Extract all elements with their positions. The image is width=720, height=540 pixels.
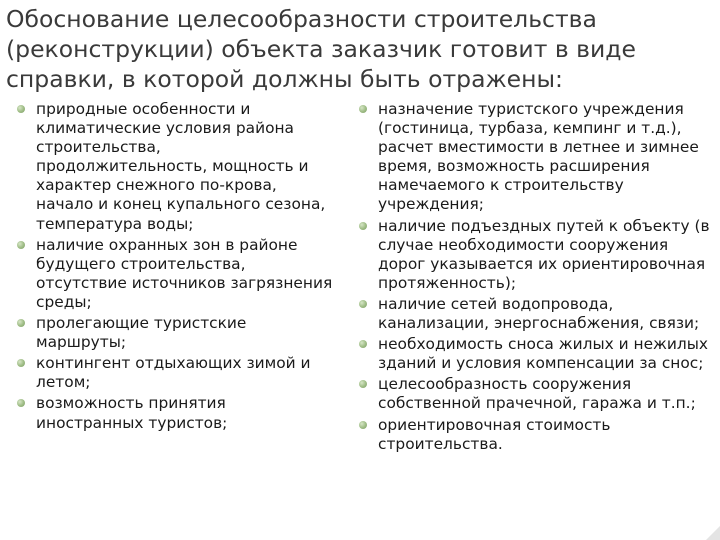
list-item xyxy=(358,100,716,215)
list-item xyxy=(358,416,716,454)
list-item-text: ориентировочная стоимость строительства. xyxy=(378,415,611,453)
circle-bullet-icon xyxy=(359,340,367,348)
list-item xyxy=(358,217,716,293)
list-item-text: целесообразность сооружения собственной прачечной, гаража и т.п.; xyxy=(378,375,696,413)
list-item xyxy=(16,314,336,352)
list-item xyxy=(358,295,716,333)
circle-bullet-icon xyxy=(17,399,25,407)
list-item-text: возможность принятия иностранных туристов; xyxy=(36,394,228,432)
left-bullet-list xyxy=(16,100,336,435)
list-item xyxy=(16,354,336,392)
list-item-text: назначение туристского учреждения (гостиница, турбаза, кемпинг и т.д.), расчет вместимости в летнее и зимнее время, возможность расширения намечаемого к строительству учреждения; xyxy=(378,100,699,214)
list-item-text: наличие охранных зон в районе будущего строительства, отсутствие источников загрязнения среды; xyxy=(36,235,333,311)
list-item-text: необходимость сноса жилых и нежилых зданий и условия компенсации за снос; xyxy=(378,335,708,373)
slide-title: Обоснование целесообразности строительства (реконструкции) объекта заказчик готовит в виде справки, в которой должны быть отражены: xyxy=(6,5,637,93)
list-item-text: наличие подъездных путей к объекту (в случае необходимости сооружения дорог указывается их ориентировочная протяженность); xyxy=(378,216,710,292)
circle-bullet-icon xyxy=(359,300,367,308)
list-item-text: природные особенности и климатические условия района строительства, продолжительность, мощность и характер снежного по-крова, начало и конец купального сезона, температура воды; xyxy=(36,100,326,233)
list-item xyxy=(16,100,336,234)
list-item-text: наличие сетей водопровода, канализации, энергоснабжения, связи; xyxy=(378,294,700,333)
circle-bullet-icon xyxy=(17,359,25,367)
list-item xyxy=(358,335,716,373)
list-item xyxy=(16,394,336,432)
list-item-text: контингент отдыхающих зимой и летом; xyxy=(36,354,311,392)
circle-bullet-icon xyxy=(359,105,367,113)
right-bullet-list xyxy=(358,100,716,456)
circle-bullet-icon xyxy=(17,319,25,327)
list-item xyxy=(16,236,336,312)
circle-bullet-icon xyxy=(17,105,25,113)
list-item xyxy=(358,375,716,413)
circle-bullet-icon xyxy=(17,241,25,249)
circle-bullet-icon xyxy=(359,421,367,429)
corner-decoration-icon xyxy=(706,526,720,540)
list-item-text: пролегающие туристские маршруты; xyxy=(36,314,247,352)
circle-bullet-icon xyxy=(359,380,367,388)
circle-bullet-icon xyxy=(359,222,367,230)
